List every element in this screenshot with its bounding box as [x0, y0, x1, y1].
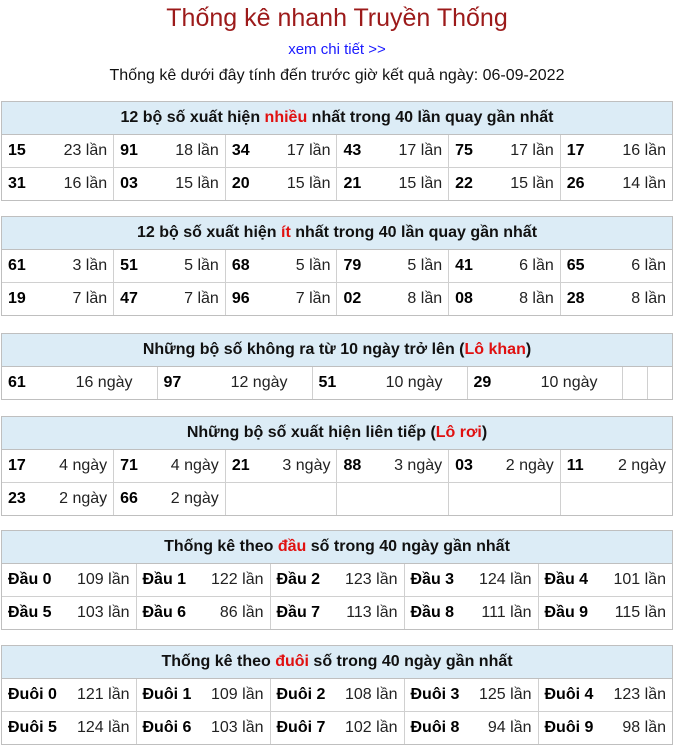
number: 26	[566, 175, 585, 192]
number: 51	[318, 374, 337, 391]
count: 17 lần	[286, 142, 331, 159]
label: Đầu 6	[142, 604, 187, 621]
table-cell	[270, 712, 404, 745]
least-frequent-table	[2, 250, 672, 315]
table-cell	[2, 168, 114, 201]
number: 75	[455, 142, 473, 159]
label: Đầu 0	[8, 571, 52, 588]
number: 79	[343, 257, 362, 274]
heading-text-post: )	[481, 424, 488, 441]
table-cell	[2, 450, 114, 483]
number: 34	[231, 142, 250, 159]
lo-roi-table	[2, 450, 672, 515]
table-row	[2, 679, 672, 712]
table-row	[2, 597, 672, 630]
table-cell	[2, 135, 114, 168]
table-cell	[560, 250, 672, 283]
count: 15 lần	[398, 175, 443, 192]
number: 68	[231, 257, 250, 274]
count: 86 lần	[219, 604, 264, 621]
table-cell	[225, 283, 337, 316]
most-frequent-table	[2, 135, 672, 200]
table-cell	[449, 450, 561, 483]
table-cell	[136, 679, 270, 712]
table-cell	[225, 450, 337, 483]
least-frequent-heading	[2, 217, 672, 250]
most-frequent-section	[1, 101, 673, 201]
table-row	[2, 483, 672, 516]
table-row	[2, 283, 672, 316]
count: 7 lần	[72, 290, 108, 307]
table-cell	[467, 367, 622, 399]
number: 96	[231, 290, 250, 307]
table-cell	[449, 283, 561, 316]
view-details-link[interactable]: xem chi tiết >>	[288, 41, 386, 58]
table-row	[2, 450, 672, 483]
empty-cell	[560, 483, 672, 516]
count: 123 lần	[345, 571, 398, 588]
heading-text-post: nhất trong 40 lần quay gần nhất	[307, 109, 554, 126]
count: 3 ngày	[394, 457, 443, 474]
number: 11	[566, 457, 584, 474]
heading-text-post: số trong 40 ngày gần nhất	[308, 653, 513, 670]
count: 4 ngày	[59, 457, 108, 474]
table-cell	[538, 597, 672, 630]
table-cell	[312, 367, 467, 399]
number: 31	[8, 175, 26, 192]
count: 8 lần	[407, 290, 443, 307]
label: Đuôi 2	[276, 686, 326, 703]
count: 2 ngày	[617, 457, 666, 474]
table-row	[2, 564, 672, 597]
label: Đuôi 4	[544, 686, 594, 703]
number: 28	[566, 290, 585, 307]
count: 14 lần	[622, 175, 666, 192]
table-cell	[404, 679, 538, 712]
table-cell	[2, 250, 114, 283]
count: 15 lần	[175, 175, 219, 192]
heading-text-pre: 12 bộ số xuất hiện	[136, 224, 281, 241]
least-frequent-section	[1, 216, 673, 316]
number: 19	[8, 290, 26, 307]
table-cell	[225, 250, 337, 283]
table-cell	[114, 250, 226, 283]
label: Đuôi 0	[8, 686, 57, 703]
number: 61	[8, 257, 26, 274]
number: 02	[343, 290, 362, 307]
number: 43	[343, 142, 362, 159]
table-cell	[225, 135, 337, 168]
table-cell	[337, 450, 449, 483]
number: 47	[120, 290, 138, 307]
table-cell	[114, 483, 226, 516]
table-cell	[2, 712, 136, 745]
number: 91	[120, 142, 138, 159]
count: 3 ngày	[282, 457, 331, 474]
label: Đầu 3	[410, 571, 455, 588]
table-cell	[337, 168, 449, 201]
label: Đuôi 3	[410, 686, 460, 703]
heading-text-pre: Thống kê theo	[164, 538, 278, 555]
count: 101 lần	[613, 571, 666, 588]
count: 98 lần	[622, 719, 666, 736]
heading-text-post: )	[525, 341, 532, 358]
label: Đầu 1	[142, 571, 187, 588]
date-line: Thống kê dưới đây tính đến trước giờ kết quả ngày: 06-09-2022	[109, 67, 565, 84]
count: 125 lần	[479, 686, 532, 703]
count: 15 lần	[510, 175, 554, 192]
number: 88	[343, 457, 362, 474]
heading-highlight: đầu	[277, 538, 307, 555]
number: 17	[8, 457, 26, 474]
count: 6 lần	[631, 257, 666, 274]
count: 109 lần	[77, 571, 130, 588]
table-row	[2, 135, 672, 168]
count: 5 lần	[295, 257, 331, 274]
heading-text-pre: Thống kê theo	[161, 653, 276, 670]
count: 15 lần	[286, 175, 331, 192]
heading-highlight: đuôi	[275, 653, 309, 670]
count: 16 lần	[622, 142, 666, 159]
table-row	[2, 168, 672, 201]
empty-cell	[225, 483, 337, 516]
table-cell	[449, 135, 561, 168]
heading-text-post: số trong 40 ngày gần nhất	[306, 538, 510, 555]
heading-text-pre: 12 bộ số xuất hiện	[120, 109, 265, 126]
heading-text-post: nhất trong 40 lần quay gần nhất	[290, 224, 538, 241]
label: Đuôi 9	[544, 719, 594, 736]
table-row	[2, 712, 672, 745]
count: 123 lần	[613, 686, 666, 703]
number: 51	[120, 257, 138, 274]
empty-cell	[337, 483, 449, 516]
table-cell	[270, 679, 404, 712]
count: 8 lần	[519, 290, 554, 307]
dau-section	[1, 530, 673, 630]
table-cell	[2, 564, 136, 597]
count: 17 lần	[398, 142, 443, 159]
count: 18 lần	[175, 142, 219, 159]
table-cell	[114, 135, 226, 168]
number: 21	[343, 175, 362, 192]
most-frequent-heading	[2, 102, 672, 135]
table-cell	[2, 283, 114, 316]
number: 23	[8, 490, 26, 507]
number: 03	[455, 457, 473, 474]
table-cell	[114, 168, 226, 201]
lo-roi-heading	[2, 417, 672, 450]
dau-table	[2, 564, 672, 629]
empty-cell	[647, 367, 672, 399]
table-cell	[449, 250, 561, 283]
table-cell	[404, 712, 538, 745]
count: 17 lần	[510, 142, 554, 159]
duoi-section	[1, 645, 673, 745]
number: 65	[566, 257, 585, 274]
table-cell	[538, 564, 672, 597]
table-cell	[560, 450, 672, 483]
number: 08	[455, 290, 473, 307]
count: 94 lần	[487, 719, 532, 736]
count: 103 lần	[211, 719, 264, 736]
empty-cell	[449, 483, 561, 516]
number: 21	[231, 457, 250, 474]
count: 3 lần	[72, 257, 108, 274]
number: 22	[455, 175, 473, 192]
table-cell	[449, 168, 561, 201]
table-cell	[270, 564, 404, 597]
table-cell	[157, 367, 312, 399]
count: 121 lần	[77, 686, 130, 703]
count: 2 ngày	[59, 490, 108, 507]
table-row	[2, 250, 672, 283]
number: 20	[231, 175, 250, 192]
number: 15	[8, 142, 26, 159]
label: Đầu 2	[276, 571, 321, 588]
count: 124 lần	[77, 719, 130, 736]
table-cell	[114, 283, 226, 316]
number: 97	[163, 374, 182, 391]
heading-text-pre: Những bộ số không ra từ 10 ngày trở lên (	[142, 341, 465, 358]
count: 23 lần	[63, 142, 108, 159]
empty-cell	[622, 367, 647, 399]
label: Đầu 7	[276, 604, 321, 621]
count: 12 ngày	[230, 374, 288, 391]
label: Đầu 8	[410, 604, 455, 621]
table-cell	[560, 283, 672, 316]
count: 113 lần	[346, 604, 398, 621]
duoi-heading	[2, 646, 672, 679]
count: 109 lần	[211, 686, 264, 703]
number: 17	[566, 142, 585, 159]
table-cell	[114, 450, 226, 483]
count: 103 lần	[77, 604, 130, 621]
count: 7 lần	[295, 290, 331, 307]
table-row	[2, 367, 672, 399]
count: 124 lần	[479, 571, 532, 588]
number: 66	[120, 490, 138, 507]
table-cell	[2, 597, 136, 630]
label: Đuôi 8	[410, 719, 460, 736]
table-cell	[225, 168, 337, 201]
label: Đuôi 1	[142, 686, 192, 703]
label: Đầu 9	[544, 604, 589, 621]
label: Đuôi 5	[8, 719, 57, 736]
table-cell	[270, 597, 404, 630]
count: 2 ngày	[170, 490, 219, 507]
number: 03	[120, 175, 138, 192]
lo-khan-heading	[2, 334, 672, 367]
lo-khan-section	[1, 333, 673, 400]
number: 29	[473, 374, 492, 391]
count: 108 lần	[345, 686, 398, 703]
count: 111 lần	[481, 604, 532, 621]
count: 2 ngày	[505, 457, 554, 474]
count: 115 lần	[614, 604, 666, 621]
label: Đầu 5	[8, 604, 52, 621]
count: 16 ngày	[75, 374, 133, 391]
label: Đầu 4	[544, 571, 589, 588]
table-cell	[136, 597, 270, 630]
table-cell	[404, 597, 538, 630]
duoi-table	[2, 679, 672, 744]
dau-heading	[2, 531, 672, 564]
number: 71	[120, 457, 138, 474]
table-cell	[2, 679, 136, 712]
count: 10 ngày	[385, 374, 443, 391]
table-cell	[136, 564, 270, 597]
heading-highlight: ít	[281, 224, 291, 241]
count: 122 lần	[211, 571, 264, 588]
lo-roi-section	[1, 416, 673, 516]
table-cell	[136, 712, 270, 745]
count: 102 lần	[345, 719, 398, 736]
number: 41	[455, 257, 473, 274]
label: Đuôi 7	[276, 719, 326, 736]
table-cell	[337, 135, 449, 168]
count: 8 lần	[631, 290, 666, 307]
table-cell	[2, 367, 157, 399]
number: 61	[8, 374, 26, 391]
heading-highlight: nhiều	[264, 109, 308, 126]
table-cell	[337, 250, 449, 283]
heading-highlight: Lô rơi	[435, 424, 482, 441]
count: 10 ngày	[540, 374, 598, 391]
heading-text-pre: Những bộ số xuất hiện liên tiếp (	[186, 424, 436, 441]
table-cell	[560, 168, 672, 201]
table-cell	[560, 135, 672, 168]
count: 6 lần	[519, 257, 554, 274]
label: Đuôi 6	[142, 719, 192, 736]
count: 5 lần	[184, 257, 219, 274]
table-cell	[337, 283, 449, 316]
table-cell	[2, 483, 114, 516]
table-cell	[538, 712, 672, 745]
count: 5 lần	[407, 257, 443, 274]
count: 4 ngày	[170, 457, 219, 474]
table-cell	[538, 679, 672, 712]
heading-highlight: Lô khan	[464, 341, 526, 358]
table-cell	[404, 564, 538, 597]
page-title: Thống kê nhanh Truyền Thống	[166, 4, 508, 32]
lo-khan-table	[2, 367, 672, 399]
count: 16 lần	[63, 175, 108, 192]
count: 7 lần	[184, 290, 219, 307]
